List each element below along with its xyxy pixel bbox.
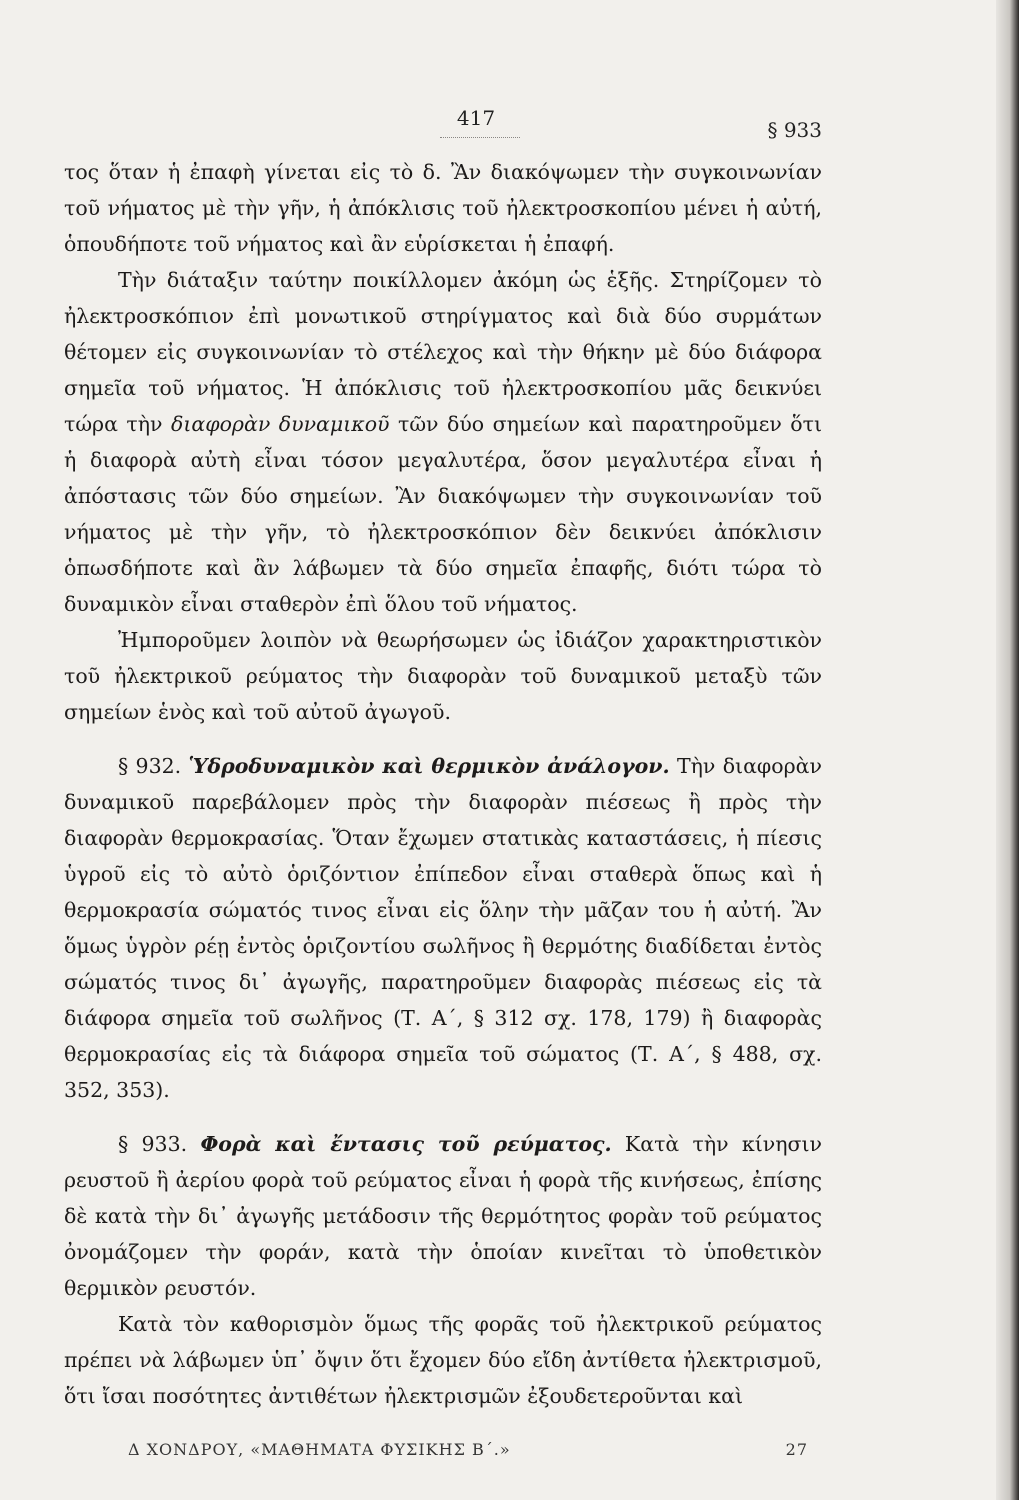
section-number: § 932. [118, 754, 182, 778]
page-edge-shadow [996, 0, 1019, 1500]
paragraph-text: τῶν δύο σημείων καὶ παρατηροῦμεν ὅτι ἡ διαφορὰ αὐτὴ εἶναι τόσον μεγαλυτέρα, ὅσον μεγαλυτέρα εἶναι ἡ ἀπόστασις τῶν δύο σημείων. Ἂν διακόψωμεν τὴν συγκοινωνίαν τοῦ νήματος μὲ τὴν γῆν, τὸ ἠλεκτροσκόπιον δὲν δεικνύει ἀπόκλισιν ὁπωσδήποτε καὶ ἂν λάβωμεν τὰ δύο σημεῖα ἐπαφῆς, διότι τώρα τὸ δυναμικὸν εἶναι σταθερὸν ἐπὶ ὅλου τοῦ νήματος. [64, 412, 823, 616]
page-number-underline [440, 137, 520, 138]
paragraph: Κατὰ τὸν καθορισμὸν ὅμως τῆς φορᾶς τοῦ ἠλεκτρικοῦ ρεύματος πρέπει νὰ λάβωμεν ὑπ᾽ ὄψιν ὅτι ἔχομεν δύο εἴδη ἀντίθετα ἠλεκτρισμοῦ, ὅτι ἴσαι ποσότητες ἀντιθέτων ἠλεκτρισμῶν ἐξουδετεροῦνται καὶ [64, 1312, 822, 1408]
paragraph-text: Κατὰ τὴν κίνησιν ρευστοῦ ἢ ἀερίου φορὰ τοῦ ρεύματος εἶναι ἡ φορὰ τῆς κινήσεως, ἐπίσης δὲ κατὰ τὴν δι᾽ ἀγωγῆς μετάδοσιν τῆς θερμότητος φορὰν τοῦ ρεύματος ὀνομάζομεν τὴν φοράν, κατὰ τὴν ὁποίαν κινεῖται τὸ ὑποθετικὸν θερμικὸν ρευστόν. [64, 1132, 822, 1300]
running-section-header: § 933 [767, 118, 822, 142]
section-933 [64, 1126, 822, 1306]
body-text [64, 154, 822, 1414]
paragraph-text: Τὴν διάταξιν ταύτην ποικίλλομεν ἀκόμη ὡς ἑξῆς. Στηρίζομεν τὸ ἠλεκτροσκόπιον ἐπὶ μονωτικοῦ στηρίγματος καὶ διὰ δύο συρμάτων θέτομεν εἰς συγκοινωνίαν τὸ στέλεχος καὶ τὴν θήκην μὲ δύο διάφορα σημεῖα τοῦ νήματος. Ἡ ἀπόκλισις τοῦ ἠλεκτροσκοπίου μᾶς δεικνύει τώρα τὴν [64, 268, 822, 436]
paragraph [64, 262, 822, 622]
section-number: § 933. [118, 1132, 188, 1156]
emphasis-term: διαφορὰν δυναμικοῦ [171, 412, 390, 436]
paragraph-text: Τὴν διαφορὰν δυναμικοῦ παρεβάλομεν πρὸς τὴν διαφορὰν πιέσεως ἢ πρὸς τὴν διαφορὰν θερμοκρασίας. Ὅταν ἔχωμεν στατικὰς καταστάσεις, ἡ πίεσις ὑγροῦ εἰς τὸ αὐτὸ ὁριζόντιον ἐπίπεδον εἶναι σταθερὰ ὅπως καὶ ἡ θερμοκρασία σώματός τινος εἶναι εἰς ὅλην τὴν μᾶζαν του ἡ αὐτή. Ἂν ὅμως ὑγρὸν ρέῃ ἐντὸς ὁριζοντίου σωλῆνος ἢ θερμότης διαδίδεται ἐντὸς σώματός τινος δι᾽ ἀγωγῆς, παρατηροῦμεν διαφορὰς πιέσεως εἰς τὰ διάφορα σημεῖα τοῦ σωλῆνος (Τ. Α΄, § 312 σχ. 178, 179) ἢ διαφορὰς θερμοκρασίας εἰς τὰ διάφορα σημεῖα τοῦ σώματος (Τ. Α΄, § 488, σχ. 352, 353). [64, 754, 822, 1102]
footer-sheet-number: 27 [785, 1440, 808, 1459]
footer-signature: Δ ΧΟΝΔΡΟΥ, «ΜΑΘΗΜΑΤΑ ΦΥΣΙΚΗΣ Β΄.» [128, 1440, 511, 1459]
section-heading: Φορὰ καὶ ἔντασις τοῦ ρεύματος. [200, 1132, 612, 1156]
section-heading: Ὑδροδυναμικὸν καὶ θερμικὸν ἀνάλογον. [188, 754, 670, 778]
paragraph: Ἠμποροῦμεν λοιπὸν νὰ θεωρήσωμεν ὡς ἰδιάζον χαρακτηριστικὸν τοῦ ἠλεκτρικοῦ ρεύματος τὴν διαφορὰν τοῦ δυναμικοῦ μεταξὺ τῶν σημείων ἑνὸς καὶ τοῦ αὐτοῦ ἀγωγοῦ. [64, 628, 822, 724]
section-932 [64, 748, 822, 1108]
paragraph-continuation: τος ὅταν ἡ ἐπαφὴ γίνεται εἰς τὸ δ. Ἂν διακόψωμεν τὴν συγκοινωνίαν τοῦ νήματος μὲ τὴν γῆν, ἡ ἀπόκλισις τοῦ ἠλεκτροσκοπίου μένει ἡ αὐτή, ὁπουδήποτε τοῦ νήματος καὶ ἂν εὑρίσκεται ἡ ἐπαφή. [64, 160, 822, 256]
page-number: 417 [456, 106, 496, 130]
